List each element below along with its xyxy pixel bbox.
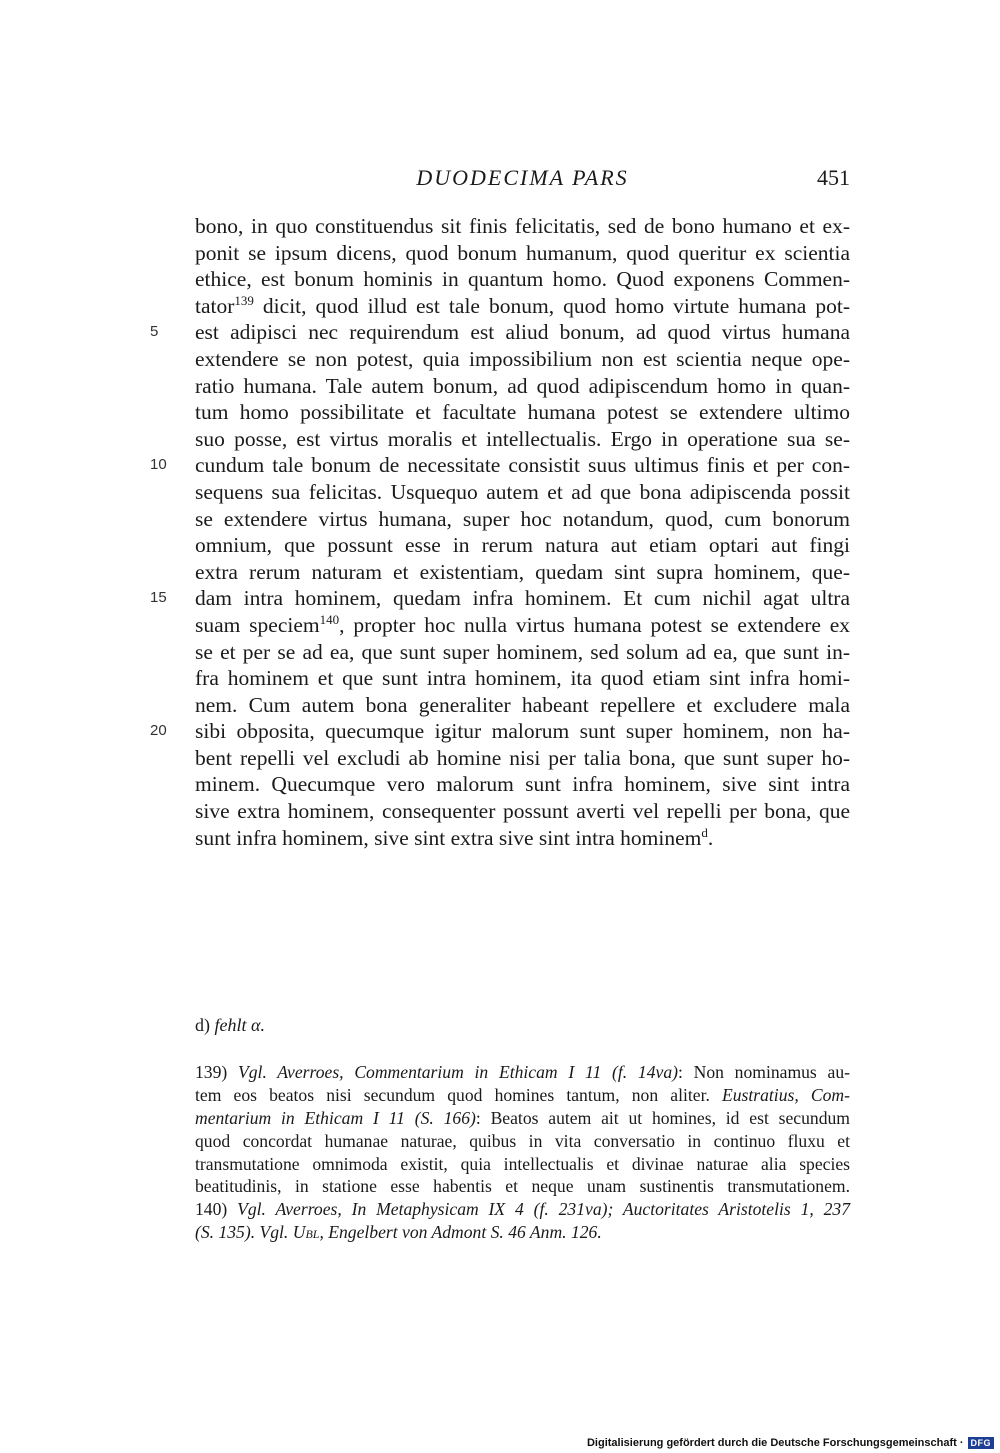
text-line: nem. Cum autem bona generaliter habeant repellere et excludere mala xyxy=(195,692,850,717)
credit-text: Digitalisierung gefördert durch die Deutsche Forschungsgemeinschaft · xyxy=(586,1437,964,1449)
text-line: ratio humana. Tale autem bonum, ad quod adipiscendum homo in quan- xyxy=(195,373,850,398)
footnote-line xyxy=(195,1084,850,1107)
text-line: omnium, que possunt esse in rerum natura aut etiam optari aut fingi xyxy=(195,533,850,558)
text-line xyxy=(150,319,850,346)
text-line xyxy=(195,825,850,852)
apparatus-text: fehlt α. xyxy=(214,1015,265,1035)
footnote-text: tem eos beatos nisi secundum quod homines tantum, non aliter. xyxy=(195,1084,722,1105)
apparatus-label: d) xyxy=(195,1015,210,1035)
text-line: ethice, est bonum hominis in quantum homo. Quod exponens Commen- xyxy=(195,267,850,292)
text-fragment: sunt infra hominem, sive sint extra sive sint intra hominem xyxy=(195,825,702,850)
footnote-line: quod concordat humanae naturae, quibus in vita conversatio in continuo fluxu et xyxy=(195,1130,850,1151)
text-line: sequens sua felicitas. Usquequo autem et ad que bona adipiscenda possit xyxy=(195,479,850,504)
text-line xyxy=(150,585,850,612)
text-line xyxy=(150,452,850,479)
text-fragment: cundum tale bonum de necessitate consistit suus ultimus finis et per con- xyxy=(195,453,850,478)
citation: Vgl. Averroes, Commentarium in Ethicam I 11 (f. 14va) xyxy=(238,1062,678,1082)
citation: mentarium in Ethicam I 11 (S. 166) xyxy=(195,1107,476,1128)
citation: (S. 135). Vgl. xyxy=(195,1222,293,1243)
text-fragment: , propter hoc nulla virtus humana potest se extendere ex xyxy=(339,612,851,637)
text-fragment: sibi obposita, quecumque igitur malorum sunt super hominem, non ha- xyxy=(195,719,850,744)
dfg-logo: DFG xyxy=(968,1437,995,1449)
text-line: se et per se ad ea, que sunt super hominem, sed solum ad ea, que sunt in- xyxy=(195,639,850,664)
line-number: 15 xyxy=(150,589,167,607)
text-line: extra rerum naturam et existentiam, quedam sint supra hominem, que- xyxy=(195,559,850,584)
text-line: se extendere virtus humana, super hoc notandum, quod, cum bonorum xyxy=(195,506,850,531)
footnote-text: : Beatos autem ait ut homines, id est secundum xyxy=(475,1107,850,1128)
critical-apparatus xyxy=(195,1013,850,1037)
footnotes xyxy=(195,1061,850,1244)
footnote-number-140: 140) xyxy=(195,1199,228,1220)
footnote-ref-140: 140 xyxy=(319,611,340,627)
page-number: 451 xyxy=(817,165,850,190)
digitization-credit xyxy=(587,1437,994,1449)
footnote-line: beatitudinis, in statione esse habentis et neque unam sustinentis transmutationem. xyxy=(195,1176,850,1197)
line-number: 10 xyxy=(150,456,167,474)
text-fragment: est adipisci nec requirendum est aliud bonum, ad quod virtus humana xyxy=(195,320,850,345)
footnote-line xyxy=(195,1107,850,1130)
body-text xyxy=(150,213,851,851)
text-line: fra hominem et que sunt intra hominem, ita quod etiam sint infra homi- xyxy=(195,666,850,691)
running-head xyxy=(195,162,850,194)
footnote-number-139: 139) xyxy=(195,1062,228,1082)
citation: , Engelbert von Admont S. 46 Anm. 126. xyxy=(319,1222,602,1243)
running-title: DUODECIMA PARS xyxy=(416,165,629,190)
text-fragment: dicit, quod illud est tale bonum, quod homo virtute humana pot- xyxy=(253,293,850,318)
text-line: ponit se ipsum dicens, quod bonum humanum, quod queritur ex scientia xyxy=(195,240,850,265)
footnote-text: : Non nominamus au- xyxy=(677,1062,850,1082)
line-number: 20 xyxy=(150,722,167,740)
citation: Vgl. Averroes, In Metaphysicam IX 4 (f. 231va); Auctoritates Aristotelis 1, 237 xyxy=(237,1199,851,1220)
text-line xyxy=(195,612,850,639)
footnote-line: transmutatione omnimoda existit, quia intellectualis et divinae naturae alia species xyxy=(195,1153,850,1174)
footnote-line xyxy=(195,1198,850,1221)
text-line: bono, in quo constituendus sit finis felicitatis, sed de bono humano et ex- xyxy=(195,214,850,238)
text-line: suo posse, est virtus moralis et intellectualis. Ergo in operatione sua se- xyxy=(195,426,850,451)
text-line: minem. Quecumque vero malorum sunt infra hominem, sive sint intra xyxy=(195,772,850,797)
text-line: extendere se non potest, quia impossibilium non est scientia neque ope- xyxy=(195,346,850,371)
line-number: 5 xyxy=(150,323,159,341)
text-line: sive extra hominem, consequenter possunt averti vel repelli per bona, que xyxy=(195,799,850,824)
author-name: Ubl xyxy=(292,1222,320,1243)
text-line xyxy=(150,718,850,745)
footnote-line xyxy=(195,1221,850,1244)
footnote-ref-139: 139 xyxy=(234,292,254,308)
text-line xyxy=(195,293,850,320)
text-fragment: . xyxy=(707,825,714,850)
footnote-line xyxy=(195,1061,850,1084)
text-fragment: suam speciem xyxy=(195,612,320,637)
text-line: bent repelli vel excludi ab homine nisi per talia bona, que sunt super ho- xyxy=(195,745,850,770)
apparatus-ref-d: d xyxy=(701,824,708,840)
text-line: tum homo possibilitate et facultate humana potest se extendere ultimo xyxy=(195,400,850,425)
citation: Eustratius, Com- xyxy=(722,1084,850,1105)
text-fragment: dam intra hominem, quedam infra hominem. Et cum nichil agat ultra xyxy=(195,586,850,611)
text-fragment: tator xyxy=(195,293,235,318)
